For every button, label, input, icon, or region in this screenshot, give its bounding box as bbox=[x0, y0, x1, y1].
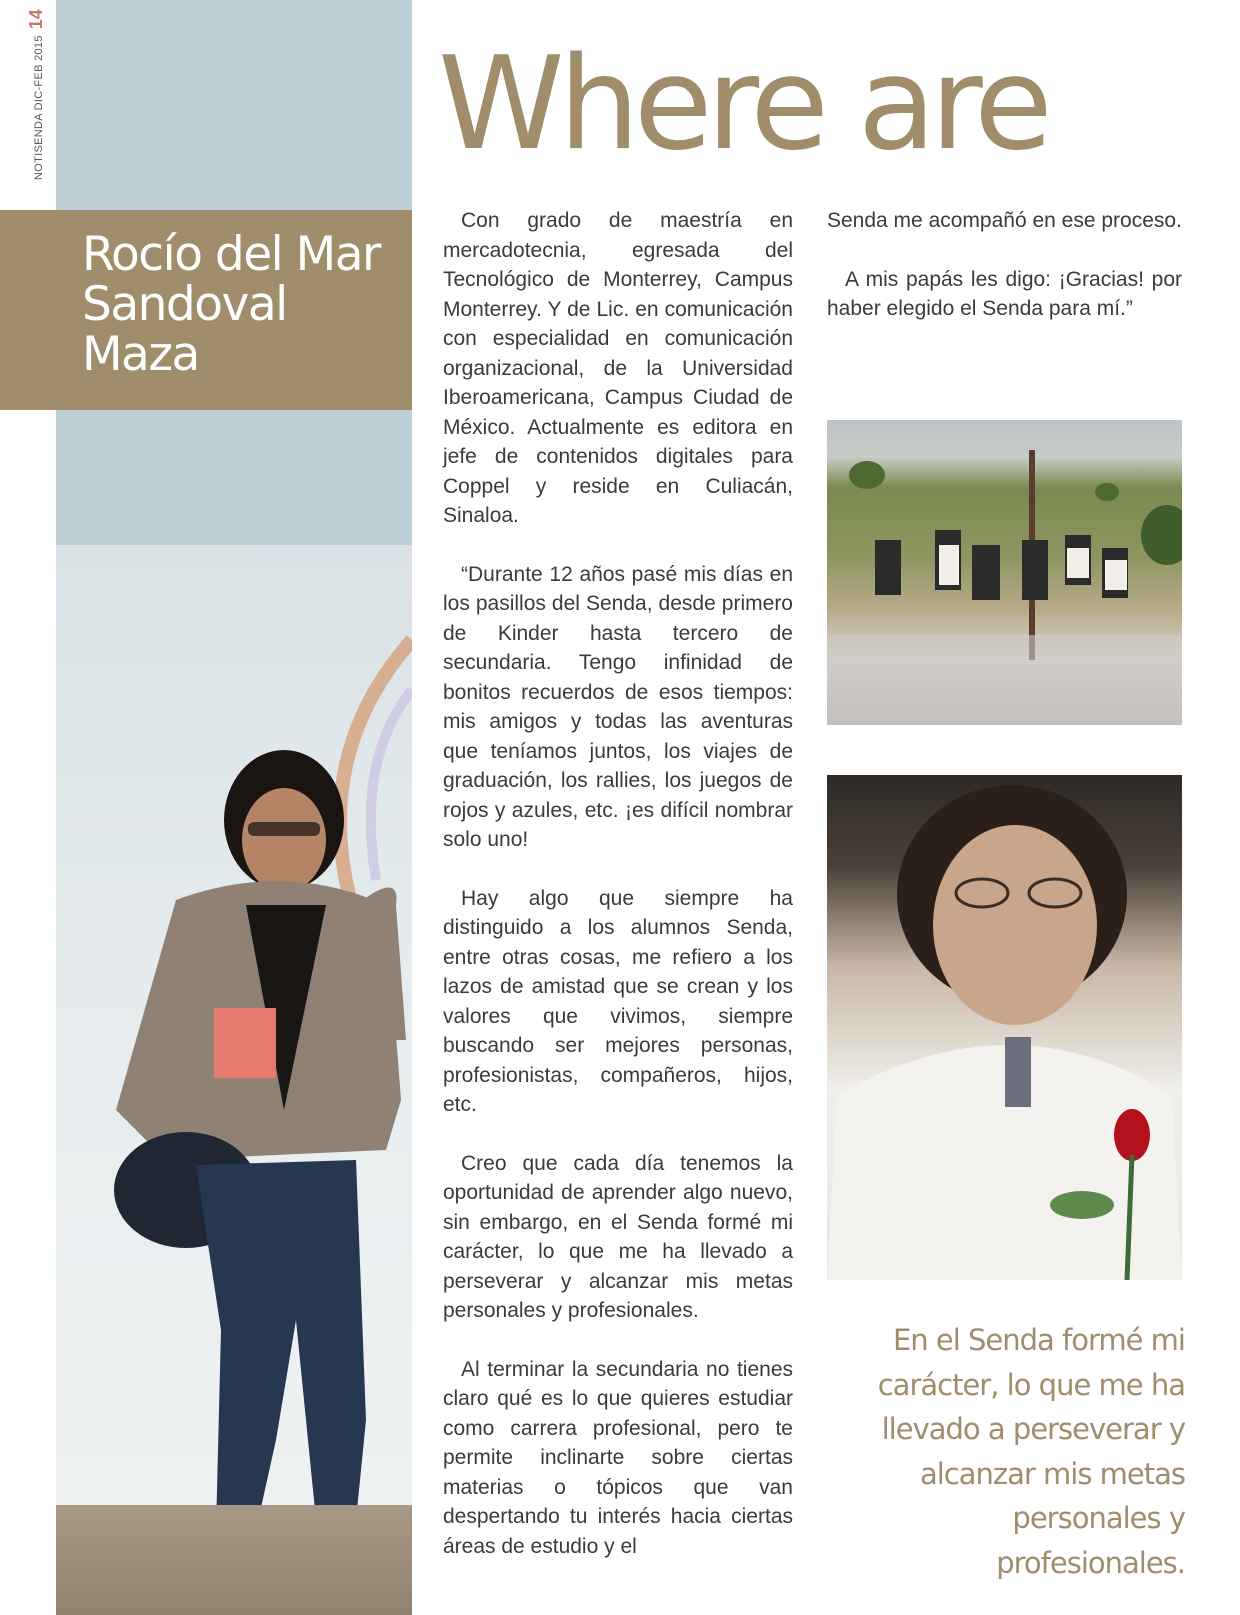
headline: Where are bbox=[438, 30, 1047, 179]
article-paragraph: Senda me acompañó en ese proceso. bbox=[827, 209, 1182, 232]
pull-quote: En el Senda formé mi carácter, lo que me ha llevado a perseverar y alcanzar mis metas personales y profesionales. bbox=[877, 1323, 1185, 1580]
article-paragraph: Hay algo que siempre ha distinguido a los alumnos Senda, entre otras cosas, me refiero a los lazos de amistad que se crean y los valores que vivimos, siempre buscando ser mejores personas, profesionistas, compañeros, hijos, etc. bbox=[443, 886, 793, 1116]
article-paragraph: Al terminar la secundaria no tienes claro qué es lo que quieres estudiar como carrera profesional, pero te permite inclinarte sobre ciertas materias o tópicos que van despertando tu interés hacia ciertas áreas de estudio y el bbox=[443, 1357, 793, 1558]
floor bbox=[56, 1505, 412, 1615]
kindergarten-group-photo bbox=[827, 420, 1182, 725]
folio bbox=[18, 9, 58, 180]
profile-name: Rocío del Mar Sandoval Maza bbox=[82, 227, 380, 382]
article-column-1 bbox=[443, 206, 793, 1590]
publication-label: NOTISENDA DIC-FEB 2015 bbox=[33, 35, 45, 180]
article-paragraph: “Durante 12 años pasé mis días en los pasillos del Senda, desde primero de Kinder hasta tercero de secundaria. Tengo infinidad de bonitos recuerdos de esos tiempos: mis amigos y todas las aventuras que teníamos juntos, los viajes de graduación, los rallies, los juegos de rojos y azules, etc. ¡es difícil nombrar solo uno! bbox=[443, 562, 793, 851]
article-paragraph: Con grado de maestría en mercadotecnia, egresada del Tecnológico de Monterrey, Campus Monterrey. Y de Lic. en comunicación con especialidad en comunicación organizacional, de la Universidad Iberoamericana, Campus Ciudad de México. Actualmente es editora en jefe de contenidos digitales para Coppel y reside en Culiacán, Sinaloa. bbox=[443, 209, 793, 527]
page-number: 14 bbox=[26, 9, 46, 30]
article-paragraph: A mis papás les digo: ¡Gracias! por haber elegido el Senda para mí.” bbox=[827, 267, 1182, 320]
name-band bbox=[0, 210, 412, 410]
student-portrait-photo bbox=[827, 775, 1182, 1280]
article-paragraph: Creo que cada día tenemos la oportunidad de aprender algo nuevo, sin embargo, en el Senda formé mi carácter, lo que me ha llevado a perseverar y alcanzar mis metas personales y profesionales. bbox=[443, 1151, 793, 1322]
article-column-2 bbox=[827, 206, 1182, 353]
